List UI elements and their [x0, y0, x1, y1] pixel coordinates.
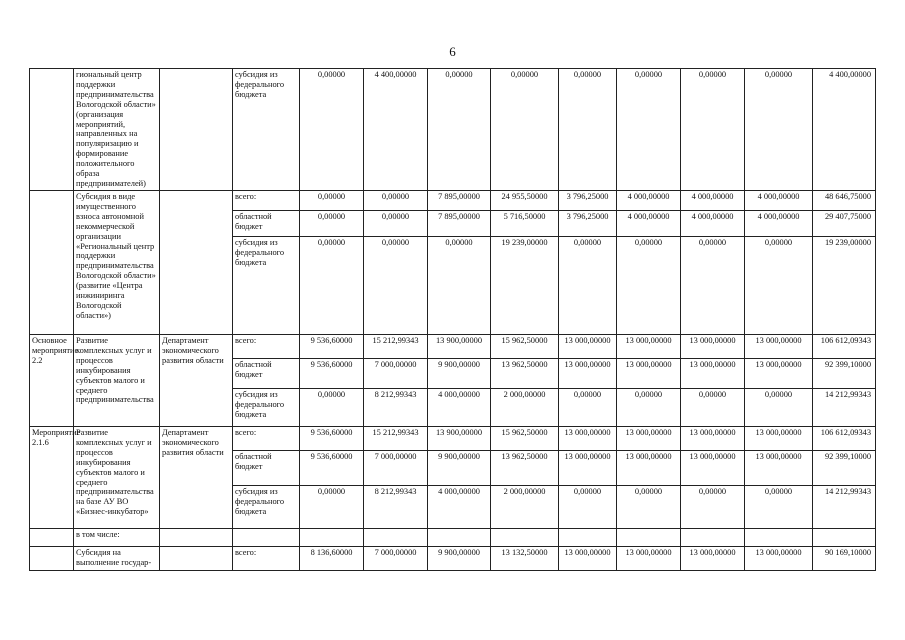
measure-code-cell: Мероприятие 2.1.6 — [30, 427, 74, 529]
value-cell: 13 900,00000 — [428, 427, 491, 451]
table-row — [30, 529, 876, 547]
funding-source-cell: всего: — [233, 427, 300, 451]
value-cell: 106 612,09343 — [813, 427, 876, 451]
value-cell: 4 000,00000 — [617, 211, 681, 237]
value-cell: 19 239,00000 — [491, 237, 559, 335]
value-cell: 0,00000 — [300, 69, 364, 191]
funding-source-cell: областной бюджет — [233, 211, 300, 237]
funding-source-cell: субсидия из федерального бюджета — [233, 389, 300, 427]
value-cell: 0,00000 — [364, 191, 428, 211]
value-cell: 13 000,00000 — [681, 451, 745, 486]
measure-code-cell — [30, 529, 74, 547]
value-cell: 13 000,00000 — [681, 547, 745, 571]
funding-source-cell: всего: — [233, 191, 300, 211]
value-cell: 24 955,50000 — [491, 191, 559, 211]
value-cell: 4 000,00000 — [681, 191, 745, 211]
value-cell: 106 612,09343 — [813, 335, 876, 359]
value-cell: 9 536,60000 — [300, 335, 364, 359]
value-cell: 0,00000 — [428, 69, 491, 191]
measure-name-cell: Субсидия в виде имущественного взноса автономной некоммерческой организации «Региональный центр поддержки предпринимательства Вологодской области» (развитие «Центра инжиниринга Вологодской области») — [74, 191, 160, 335]
value-cell: 13 900,00000 — [428, 335, 491, 359]
value-cell: 0,00000 — [681, 237, 745, 335]
value-cell: 13 000,00000 — [617, 547, 681, 571]
funding-source-cell: субсидия из федерального бюджета — [233, 486, 300, 529]
empty-cell — [233, 529, 300, 547]
value-cell: 13 000,00000 — [559, 547, 617, 571]
responsible-cell — [160, 191, 233, 335]
value-cell: 0,00000 — [617, 389, 681, 427]
value-cell: 13 000,00000 — [559, 427, 617, 451]
value-cell: 3 796,25000 — [559, 191, 617, 211]
value-cell: 9 536,60000 — [300, 359, 364, 389]
value-cell: 0,00000 — [300, 191, 364, 211]
empty-cell — [428, 529, 491, 547]
value-cell: 0,00000 — [491, 69, 559, 191]
value-cell: 13 000,00000 — [745, 359, 813, 389]
value-cell: 0,00000 — [364, 211, 428, 237]
funding-source-cell: субсидия из федерального бюджета — [233, 69, 300, 191]
value-cell: 13 000,00000 — [745, 547, 813, 571]
value-cell: 0,00000 — [617, 237, 681, 335]
value-cell: 13 000,00000 — [745, 451, 813, 486]
value-cell: 13 000,00000 — [617, 451, 681, 486]
table-row — [30, 427, 876, 451]
value-cell: 0,00000 — [559, 237, 617, 335]
value-cell: 13 000,00000 — [559, 359, 617, 389]
funding-source-cell: всего: — [233, 547, 300, 571]
value-cell: 13 000,00000 — [617, 427, 681, 451]
value-cell: 13 962,50000 — [491, 359, 559, 389]
value-cell: 13 000,00000 — [559, 335, 617, 359]
measure-code-cell: Основное мероприятие 2.2 — [30, 335, 74, 427]
value-cell: 4 000,00000 — [617, 191, 681, 211]
funding-source-cell: субсидия из федерального бюджета — [233, 237, 300, 335]
value-cell: 0,00000 — [364, 237, 428, 335]
value-cell: 4 000,00000 — [745, 191, 813, 211]
measure-name-cell: Развитие комплексных услуг и процессов инкубирования субъектов малого и среднего предпринимательства — [74, 335, 160, 427]
value-cell: 0,00000 — [745, 389, 813, 427]
table-row — [30, 69, 876, 191]
value-cell: 8 212,99343 — [364, 389, 428, 427]
measure-name-cell: Субсидия на выполнение государ- — [74, 547, 160, 571]
value-cell: 13 000,00000 — [681, 335, 745, 359]
value-cell: 0,00000 — [300, 237, 364, 335]
value-cell: 0,00000 — [559, 69, 617, 191]
value-cell: 2 000,00000 — [491, 486, 559, 529]
value-cell: 7 000,00000 — [364, 359, 428, 389]
value-cell: 13 000,00000 — [745, 427, 813, 451]
value-cell: 13 000,00000 — [617, 335, 681, 359]
table-row — [30, 335, 876, 359]
responsible-cell — [160, 547, 233, 571]
value-cell: 4 400,00000 — [364, 69, 428, 191]
value-cell: 48 646,75000 — [813, 191, 876, 211]
value-cell: 14 212,99343 — [813, 389, 876, 427]
value-cell: 13 000,00000 — [681, 427, 745, 451]
responsible-cell: Департамент экономического развития области — [160, 427, 233, 529]
empty-cell — [681, 529, 745, 547]
value-cell: 4 000,00000 — [428, 486, 491, 529]
value-cell: 9 900,00000 — [428, 547, 491, 571]
value-cell: 15 962,50000 — [491, 335, 559, 359]
value-cell: 9 900,00000 — [428, 451, 491, 486]
value-cell: 92 399,10000 — [813, 359, 876, 389]
measure-name-cell: Развитие комплексных услуг и процессов инкубирования субъектов малого и среднего предпринимательства на базе АУ ВО «Бизнес-инкубатор» — [74, 427, 160, 529]
value-cell: 19 239,00000 — [813, 237, 876, 335]
empty-cell — [745, 529, 813, 547]
value-cell: 7 895,00000 — [428, 211, 491, 237]
empty-cell — [491, 529, 559, 547]
value-cell: 2 000,00000 — [491, 389, 559, 427]
value-cell: 13 962,50000 — [491, 451, 559, 486]
measure-name-cell: в том числе: — [74, 529, 160, 547]
value-cell: 8 136,60000 — [300, 547, 364, 571]
value-cell: 92 399,10000 — [813, 451, 876, 486]
value-cell: 29 407,75000 — [813, 211, 876, 237]
value-cell: 8 212,99343 — [364, 486, 428, 529]
empty-cell — [813, 529, 876, 547]
responsible-cell — [160, 69, 233, 191]
value-cell: 7 895,00000 — [428, 191, 491, 211]
responsible-cell — [160, 529, 233, 547]
value-cell: 13 000,00000 — [681, 359, 745, 389]
value-cell: 4 400,00000 — [813, 69, 876, 191]
value-cell: 0,00000 — [745, 69, 813, 191]
measure-code-cell — [30, 191, 74, 335]
value-cell: 7 000,00000 — [364, 451, 428, 486]
value-cell: 0,00000 — [559, 389, 617, 427]
value-cell: 3 796,25000 — [559, 211, 617, 237]
value-cell: 0,00000 — [617, 486, 681, 529]
value-cell: 4 000,00000 — [428, 389, 491, 427]
value-cell: 0,00000 — [559, 486, 617, 529]
value-cell: 13 000,00000 — [745, 335, 813, 359]
value-cell: 9 536,60000 — [300, 427, 364, 451]
value-cell: 0,00000 — [300, 211, 364, 237]
value-cell: 15 212,99343 — [364, 427, 428, 451]
empty-cell — [300, 529, 364, 547]
value-cell: 0,00000 — [300, 389, 364, 427]
value-cell: 0,00000 — [681, 486, 745, 529]
funding-source-cell: областной бюджет — [233, 451, 300, 486]
measure-name-cell: гиональный центр поддержки предпринимательства Вологодской области» (организация мероприятий, направленных на популяризацию и формирование положительного образа предпринимателей) — [74, 69, 160, 191]
budget-table — [29, 68, 876, 571]
value-cell: 13 000,00000 — [559, 451, 617, 486]
value-cell: 5 716,50000 — [491, 211, 559, 237]
empty-cell — [617, 529, 681, 547]
value-cell: 0,00000 — [617, 69, 681, 191]
value-cell: 15 962,50000 — [491, 427, 559, 451]
value-cell: 13 000,00000 — [617, 359, 681, 389]
table-row — [30, 547, 876, 571]
measure-code-cell — [30, 69, 74, 191]
value-cell: 0,00000 — [300, 486, 364, 529]
value-cell: 0,00000 — [681, 389, 745, 427]
value-cell: 4 000,00000 — [745, 211, 813, 237]
value-cell: 9 536,60000 — [300, 451, 364, 486]
responsible-cell: Департамент экономического развития области — [160, 335, 233, 427]
empty-cell — [364, 529, 428, 547]
value-cell: 9 900,00000 — [428, 359, 491, 389]
empty-cell — [559, 529, 617, 547]
value-cell: 7 000,00000 — [364, 547, 428, 571]
value-cell: 0,00000 — [745, 486, 813, 529]
measure-code-cell — [30, 547, 74, 571]
page-number: 6 — [449, 44, 456, 59]
value-cell: 14 212,99343 — [813, 486, 876, 529]
value-cell: 0,00000 — [681, 69, 745, 191]
funding-source-cell: областной бюджет — [233, 359, 300, 389]
value-cell: 0,00000 — [745, 237, 813, 335]
table-row — [30, 191, 876, 211]
value-cell: 90 169,10000 — [813, 547, 876, 571]
value-cell: 13 132,50000 — [491, 547, 559, 571]
funding-source-cell: всего: — [233, 335, 300, 359]
value-cell: 4 000,00000 — [681, 211, 745, 237]
value-cell: 0,00000 — [428, 237, 491, 335]
value-cell: 15 212,99343 — [364, 335, 428, 359]
